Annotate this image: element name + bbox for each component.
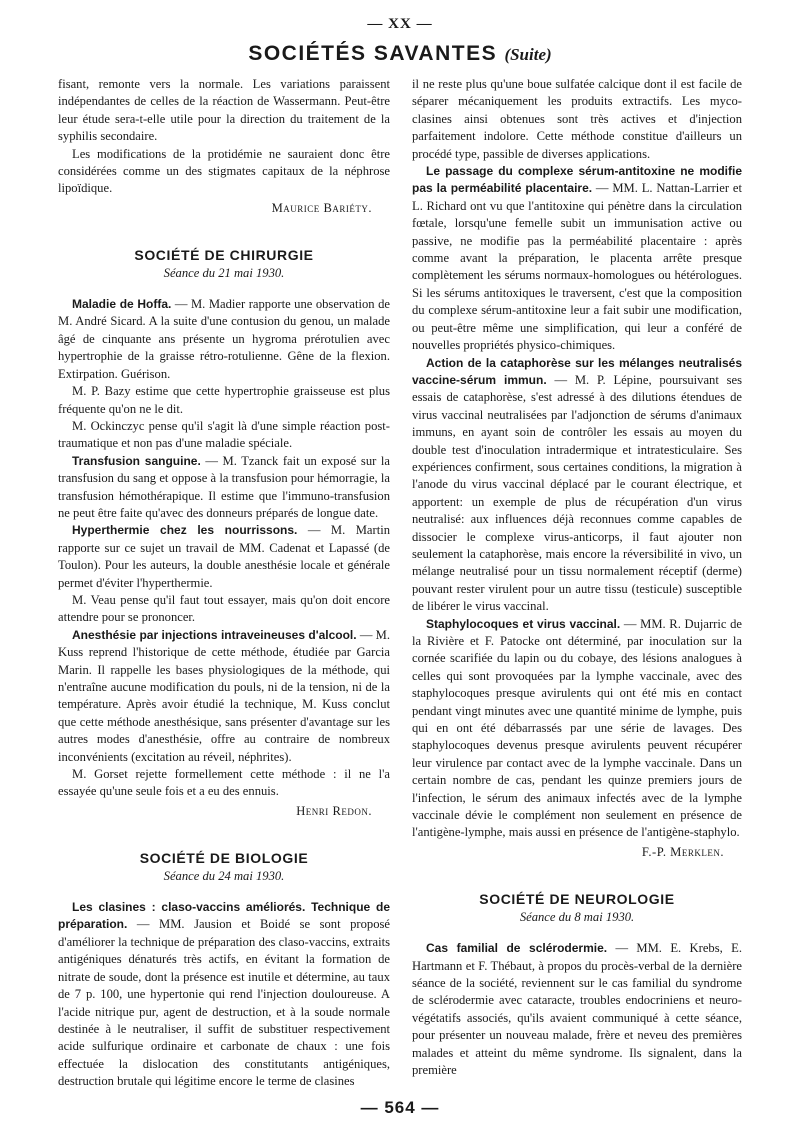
header-title-text: SOCIÉTÉS SAVANTES bbox=[248, 42, 498, 65]
entry-title: Maladie de Hoffa. bbox=[72, 297, 172, 312]
entry-sclerodermie bbox=[412, 940, 742, 1079]
entry-text: — M. P. Lépine, poursuivant ses essais de cataphorèse, s'est adressé à des dilutions étendues de virus vaccinal neutralisées par l'adjonction de sérums d'animaux immuns, en ayant soin de contrôler les essais au moyen du double test d'inoculation intradermique et intratesticulaire. Ses expériences confirment, sous certaines conditions, la migration à l'anode du virus vaccinal déplacé par le courant électrique, et apportent: un exemple de plus de récupération d'un virus neutralisé: aux influences déjà reconnues comme capables de dissocier le complexe virus-anticorps, il faut ajouter non seulement la cataphorèse, mais encore la réversibilité in vivo, un mélange neutralisé pour un tissu normalement réceptif (derme) pouvant rester virulent pour un autre tissu (testicule) susceptible de libérer le virus vaccinal. bbox=[412, 372, 742, 614]
entry-clasines bbox=[58, 899, 390, 1090]
entry-anesthesie bbox=[58, 627, 390, 766]
page-header-title bbox=[0, 42, 800, 66]
entry-text: — M. Martin rapporte sur ce sujet un travail de MM. Cadenat et Lapassé (de Toulon). Pour les auteurs, la double anesthésie locale et générale permet d'éviter l'hyperthermie. bbox=[58, 523, 390, 590]
entry-transfusion bbox=[58, 453, 390, 523]
entry-hyperthermie bbox=[58, 522, 390, 592]
section-heading-biologie: SOCIÉTÉ DE BIOLOGIE bbox=[139, 850, 309, 867]
entry-title: Hyperthermie chez les nourrissons. bbox=[72, 523, 298, 538]
signature-merklen: F.-P. Merklen. bbox=[641, 844, 724, 859]
entry-hoffa bbox=[58, 296, 390, 383]
entry-text: — MM. L. Nattan-Larrier et L. Richard ont vu que l'antitoxine qui pénètre dans la circulation fœtale, lorsqu'une femelle subit un immunisation active ou passive, ne modifie pas la perméabilité placentaire : après comme avant la préparation, le placenta arrête presque complètement les sérums normaux-homologues ou hétérologues. Si les sérums antitoxiques le traversent, c'est que la composition du complexe sérum-antitoxine leur a fait subir une modification, ou peut-être même une simplification, qui leur a conféré de nouvelles propriétés physico-chimiques. bbox=[412, 181, 743, 353]
entry-text: — M. Kuss reprend l'historique de cette méthode, étudiée par Garcia Marin. Il rappelle les bases physiologiques de la méthode, qui n'entraîne aucune modification du pouls, ni de la tension, ni de la température. Après avoir étudié la technique, M. Kuss conclut que cette méthode anesthésique, sans présenter d'avantage sur les autres modes d'anesthésie, offre au contraire de nombreux inconvénients (excitation au réveil, néphrites). bbox=[58, 627, 390, 764]
entry-staphylocoques bbox=[412, 616, 742, 842]
continued-paragraph: il ne reste plus qu'une boue sulfatée calcique dont il est facile de séparer mécaniquement les produits extractifs. Les myco-clasines ainsi obtenues sont très actives et d'injection parfaitement indolore. Cette méthode constitue d'ailleurs un procédé type, passible de diverses applications. bbox=[412, 77, 742, 161]
signature-bariety: Maurice Bariéty. bbox=[271, 200, 372, 215]
entry-ockinczyc: M. Ockinczyc pense qu'il s'agit là d'une simple réaction post-traumatique et non pas d'une maladie spéciale. bbox=[58, 418, 390, 451]
entry-text: — M. Madier rapporte une observation de M. André Sicard. A la suite d'une contusion du genou, un malade âgé de cinquante ans présente un hygroma prérotulien avec hypertrophie de la graisse rétro-rotulienne. Gêne de la flexion. Extirpation. Guérison. bbox=[58, 297, 390, 381]
entry-cataphorese bbox=[412, 355, 742, 616]
entry-title: Anesthésie par injections intraveineuses d'alcool. bbox=[72, 627, 357, 642]
entry-text: — MM. R. Dujarric de la Rivière et F. Patocke ont déterminé, par inoculation sur la cornée scarifiée du lapin ou du cobaye, des lésions analogues à celles qui sont provoquées par la lymphe vaccinale, avec des staphylocoques presque avirulents qui ont été mis en contact pendant vingt minutes avec une quantité minime de lymphe, puis qui en ont été débarrassés par une série de lavages. Des staphylocoques devenus presque avirulents peuvent récupérer leur virulence par contact avec de la lymphe vaccinale. Dans un certain nombre de cas, pendant les quinze premiers jours de l'infection, le sérum des animaux infectés avec de la lymphe vaccinale dévie le complément non seulement en présence de l'antigène-lymphe, mais aussi en présence de l'antigène-staphylo. bbox=[412, 616, 742, 840]
entry-text: — M. Tzanck fait un exposé sur la transfusion du sang et oppose à la transfusion pour hémorragie, la transfusion hémothérapique. Il estime que l'immuno-transfusion ne peut être faite qu'avec des donneurs préparés de longue date. bbox=[58, 453, 390, 520]
entry-title: Transfusion sanguine. bbox=[72, 453, 201, 468]
entry-passage bbox=[412, 163, 742, 354]
entry-title: Action de la cataphorèse sur les mélanges neutralisés vaccine-sérum immun. bbox=[412, 355, 742, 387]
entry-title: Les clasines : claso-vaccins améliorés. Technique de préparation. bbox=[58, 900, 390, 932]
signature-redon: Henri Redon. bbox=[296, 803, 372, 818]
section-heading-neurologie: SOCIÉTÉ DE NEUROLOGIE bbox=[479, 891, 675, 908]
entry-text: — MM. Jausion et Boidé se sont proposé d'améliorer la technique de préparation des claso-vaccins, extraits antigéniques dénaturés très actifs, en évitant la formation de nitrate de soude, dont la présence est inutile et détermine, au taux de 7 p. 100, une hypertonie qui rend l'injection douloureuse. A l'acide nitrique pur, agent de destruction, et à la soude normale destinée à le neutraliser, il suffit de substituer respectivement acide sulfurique ordinaire et carbonate de chaux : une fois effectuée la dislocation des constitutants antigéniques, destruction brutale qui légitime encore le terme de clasines bbox=[58, 917, 390, 1089]
intro-paragraph-2: Les modifications de la protidémie ne sauraient donc être considérées comme un des stigmates capitaux de la néphrose lipoïdique. bbox=[58, 146, 390, 196]
session-date-biologie: Séance du 24 mai 1930. bbox=[163, 868, 285, 883]
entry-gorset: M. Gorset rejette formellement cette méthode : il ne l'a essayée qu'une seule fois et a eu des ennuis. bbox=[58, 767, 390, 799]
entry-title: Le passage du complexe sérum-antitoxine ne modifie pas la perméabilité placentaire. bbox=[412, 164, 742, 196]
entry-text: — MM. E. Krebs, E. Hartmann et F. Thébaut, à propos du procès-verbal de la dernière séance de la société, reviennent sur le cas familial du syndrome de sclérodermie avec cataracte, troubles endocriniens et neuro-végétatifs associés, qu'ils avaient communiqué à cette séance, pour présenter un nouveau malade, frère et neveu des premières malades et atteint du même syndrome. Ils signalent, dans la première bbox=[412, 941, 742, 1077]
entry-veau: M. Veau pense qu'il faut tout essayer, mais qu'on doit encore attendre pour se prononcer. bbox=[58, 592, 390, 625]
entry-title: Cas familial de sclérodermie. bbox=[426, 941, 608, 956]
page-roman-numeral: — XX — bbox=[367, 16, 433, 32]
page-number: — 564 — bbox=[360, 1098, 440, 1117]
session-date-neurologie: Séance du 8 mai 1930. bbox=[519, 909, 635, 924]
section-heading-chirurgie: SOCIÉTÉ DE CHIRURGIE bbox=[134, 247, 314, 264]
header-suite: (Suite) bbox=[504, 45, 552, 64]
session-date-chirurgie: Séance du 21 mai 1930. bbox=[163, 265, 285, 280]
right-column bbox=[412, 76, 742, 1079]
entry-bazy: M. P. Bazy estime que cette hypertrophie graisseuse est plus fréquente qu'on ne le dit. bbox=[58, 384, 390, 416]
left-column bbox=[58, 76, 390, 1091]
intro-paragraph-1: fisant, remonte vers la normale. Les variations paraissent indépendantes de celles de la réaction de Wassermann. Peut-être leur étude sera-t-elle utile pour la direction du traitement de la syphilis secondaire. bbox=[58, 77, 390, 144]
entry-title: Staphylocoques et virus vaccinal. bbox=[426, 616, 621, 631]
